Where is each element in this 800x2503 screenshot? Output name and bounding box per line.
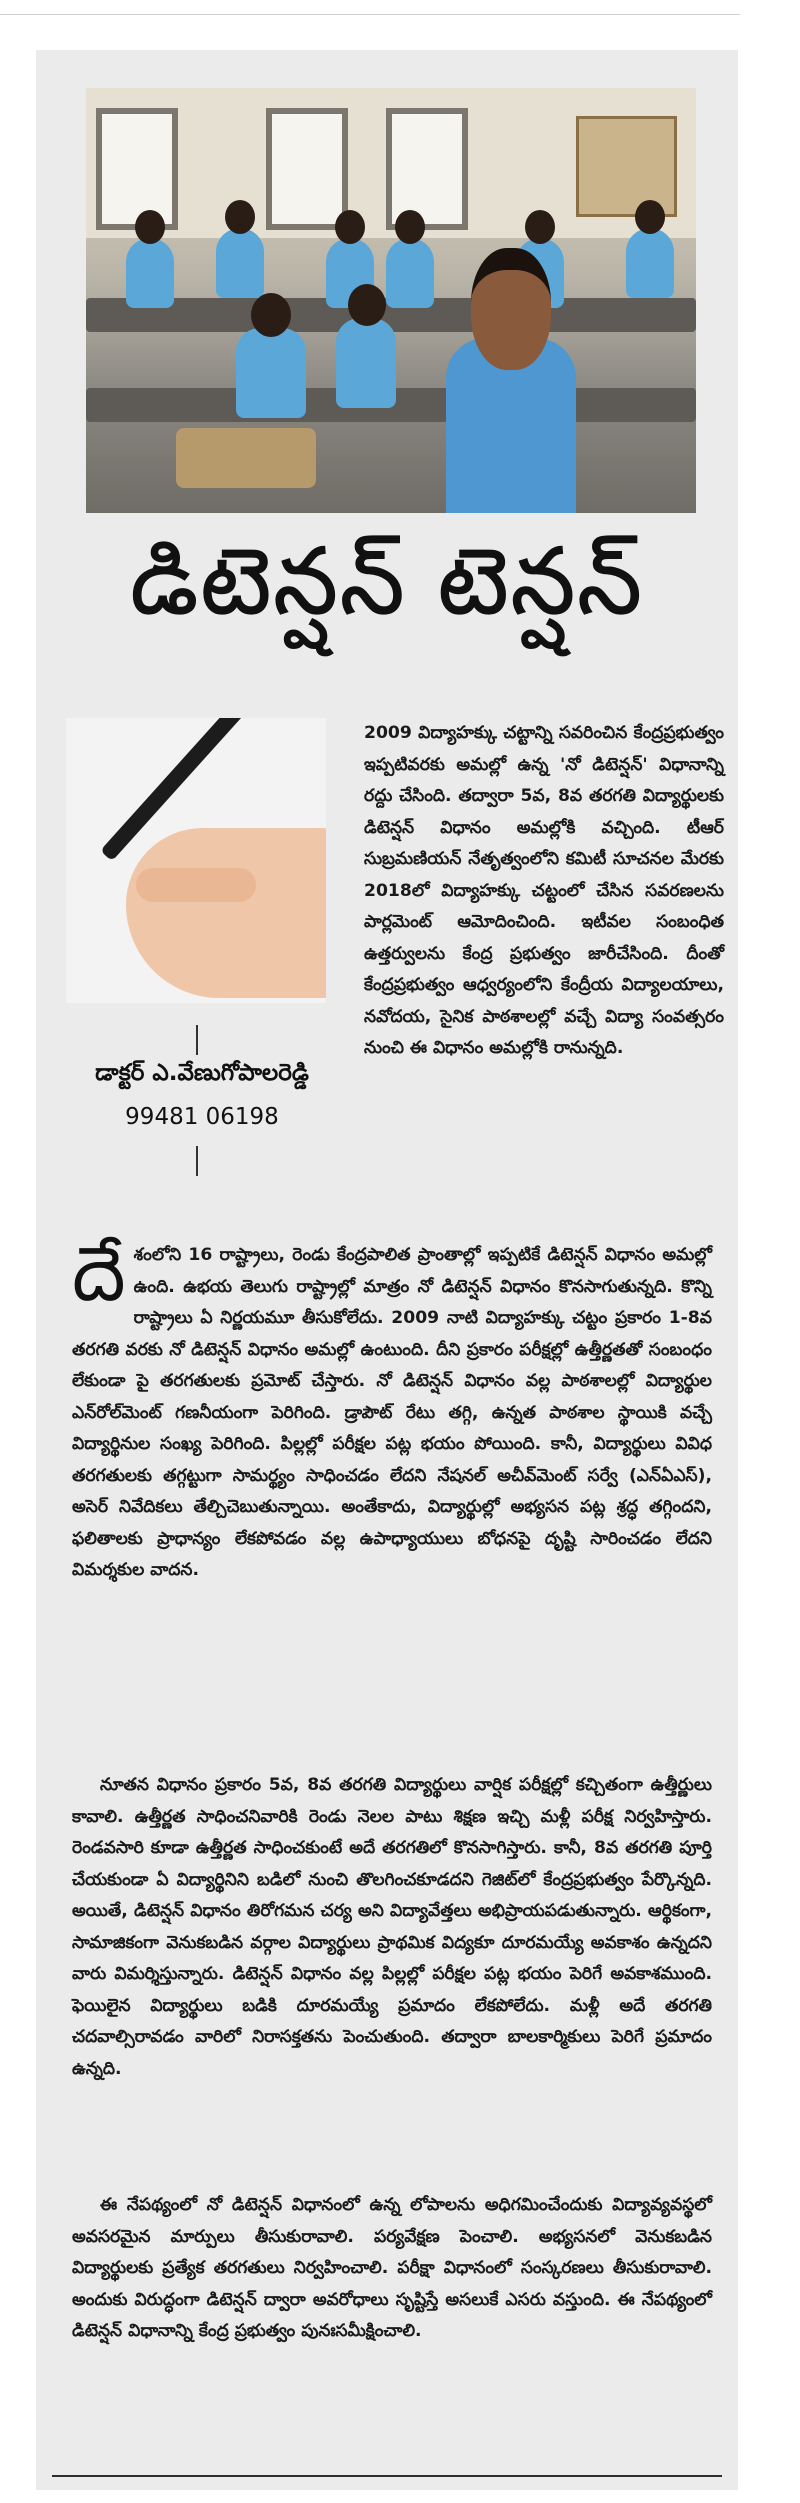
body-paragraph-2: నూతన విధానం ప్రకారం 5వ, 8వ తరగతి విద్యార్థులు వార్షిక పరీక్షల్లో కచ్చితంగా ఉత్తీర్ణులు కావాలి. ఉత్తీర్ణత సాధించనివారికి రెండు నెలల పాటు శిక్షణ ఇచ్చి మళ్లీ పరీక్ష నిర్వహిస్తారు. రెండవసారి కూడా ఉత్తీర్ణత సాధించకుంటే అదే తరగతిలో కొనసాగిస్తారు. కానీ, 8వ తరగతి పూర్తి చేయకుండా ఏ విద్యార్థినిని బడిలో నుంచి తొలగించకూడదని గెజిట్‌లో కేంద్రప్రభుత్వం పేర్కొన్నది. అయితే, డిటెన్షన్ విధానం తిరోగమన చర్య అని విద్యావేత్తలు అభిప్రాయపడుతున్నారు. ఆర్థికంగా, సామాజికంగా వెనుకబడిన వర్గాల విద్యార్థులు ప్రాథమిక విద్యకూ దూరమయ్యే అవకాశం ఉన్నదని వారు విమర్శిస్తున్నారు. డిటెన్షన్ విధానం వల్ల పిల్లల్లో పరీక్షల పట్ల భయం పెరిగే అవకాశముంది. ఫెయిలైన విద్యార్థులు బడికి దూరమయ్యే ప్రమాదం లేకపోలేదు. మళ్లీ అదే తరగతి చదవాల్సిరావడం వారిలో నిరాసక్తతను పెంచుతుంది. తద్వారా బాలకార్మికులు పెరిగే ప్రమాదం ఉన్నది. — [72, 1775, 712, 2079]
classroom-photo — [86, 88, 696, 513]
hand-icon — [126, 828, 326, 998]
bottom-divider — [52, 2475, 722, 2477]
body-paragraph-3: ఈ నేపథ్యంలో నో డిటెన్షన్ విధానంలో ఉన్న లోపాలను అధిగమించేందుకు విద్యావ్యవస్థలో అవసరమైన మార్పులు తీసుకురావాలి. పర్యవేక్షణ పెంచాలి. అభ్యసనలో వెనుకబడిన విద్యార్థులకు ప్రత్యేక తరగతులు నిర్వహించాలి. పరీక్షా విధానంలో సంస్కరణలు తీసుకురావాలి. అందుకు విరుద్ధంగా డిటెన్షన్ ద్వారా అవరోధాలు సృష్టిస్తే అసలుకే ఎసరు వస్తుంది. ఈ నేపథ్యంలో డిటెన్షన్ విధానాన్ని కేంద్ర ప్రభుత్వం పునఃసమీక్షించాలి. — [72, 2195, 712, 2341]
intro-paragraph: 2009 విద్యాహక్కు చట్టాన్ని సవరించిన కేంద్రప్రభుత్వం ఇప్పటివరకు అమల్లో ఉన్న 'నో డిటెన్షన్' విధానాన్ని రద్దు చేసింది. తద్వారా 5వ, 8వ తరగతి విద్యార్థులకు డిటెన్షన్ విధానం అమల్లోకి వచ్చింది. టీఆర్ సుబ్రమణియన్ నేతృత్వంలోని కమిటీ సూచనల మేరకు 2018లో విద్యాహక్కు చట్టంలో చేసిన సవరణలను పార్లమెంట్ ఆమోదించింది. ఇటీవల సంబంధిత ఉత్తర్వులను కేంద్ర ప్రభుత్వం జారీచేసింది. దీంతో కేంద్రప్రభుత్వం ఆధ్వర్యంలోని కేంద్రీయ విద్యాలయాలు, నవోదయ, సైనిక పాఠశాలల్లో వచ్చే విద్యా సంవత్సరం నుంచి ఈ విధానం అమల్లోకి రానున్నది. — [364, 723, 724, 1058]
newspaper-clipping — [36, 50, 738, 2490]
pen-illustration — [66, 718, 326, 1003]
top-divider — [0, 14, 740, 15]
author-divider-bottom — [196, 1146, 198, 1176]
body-paragraph-1 — [72, 1229, 712, 1587]
author-name: డాక్టర్ ఎ.వేణుగోపాలరెడ్డి — [95, 1060, 309, 1086]
headline: డిటెన్షన్ టెన్షన్ — [130, 528, 644, 635]
author-divider-top — [196, 1025, 198, 1055]
drop-cap: దే — [72, 1229, 126, 1318]
author-phone: 99481 06198 — [125, 1104, 279, 1130]
body-paragraph-1-text: శంలోని 16 రాష్ట్రాలు, రెండు కేంద్రపాలిత ప్రాంతాల్లో ఇప్పటికే డిటెన్షన్ విధానం అమల్లో ఉంది. ఉభయ తెలుగు రాష్ట్రాల్లో మాత్రం నో డిటెన్షన్ విధానం కొనసాగుతున్నది. కొన్ని రాష్ట్రాలు ఏ నిర్ణయమూ తీసుకోలేదు. 2009 నాటి విద్యాహక్కు చట్టం ప్రకారం 1-8వ తరగతి వరకు నో డిటెన్షన్ విధానం అమల్లో ఉంటుంది. దీని ప్రకారం పరీక్షల్లో ఉత్తీర్ణతతో సంబంధం లేకుండా పై తరగతులకు ప్రమోట్ చేస్తారు. నో డిటెన్షన్ విధానం వల్ల పాఠశాలల్లో విద్యార్థుల ఎన్‌రోల్‌మెంట్ గణనీయంగా పెరిగింది. డ్రాపౌట్ రేటు తగ్గి, ఉన్నత పాఠశాల స్థాయికి వచ్చే విద్యార్థినుల సంఖ్య పెరిగింది. పిల్లల్లో పరీక్షల పట్ల భయం పోయింది. కానీ, విద్యార్థులు వివిధ తరగతులకు తగ్గట్టుగా సామర్థ్యం సాధించడం లేదని నేషనల్ అచీవ్‌మెంట్ సర్వే (ఎన్ఏఎస్), అసెర్ నివేదికలు తేల్చిచెబుతున్నాయి. అంతేకాదు, విద్యార్థుల్లో అభ్యసన పట్ల శ్రద్ధ తగ్గిందని, ఫలితాలకు ప్రాధాన్యం లేకపోవడం వల్ల ఉపాధ్యాయులు బోధనపై దృష్టి సారించడం లేదని విమర్శకుల వాదన. — [72, 1245, 712, 1580]
